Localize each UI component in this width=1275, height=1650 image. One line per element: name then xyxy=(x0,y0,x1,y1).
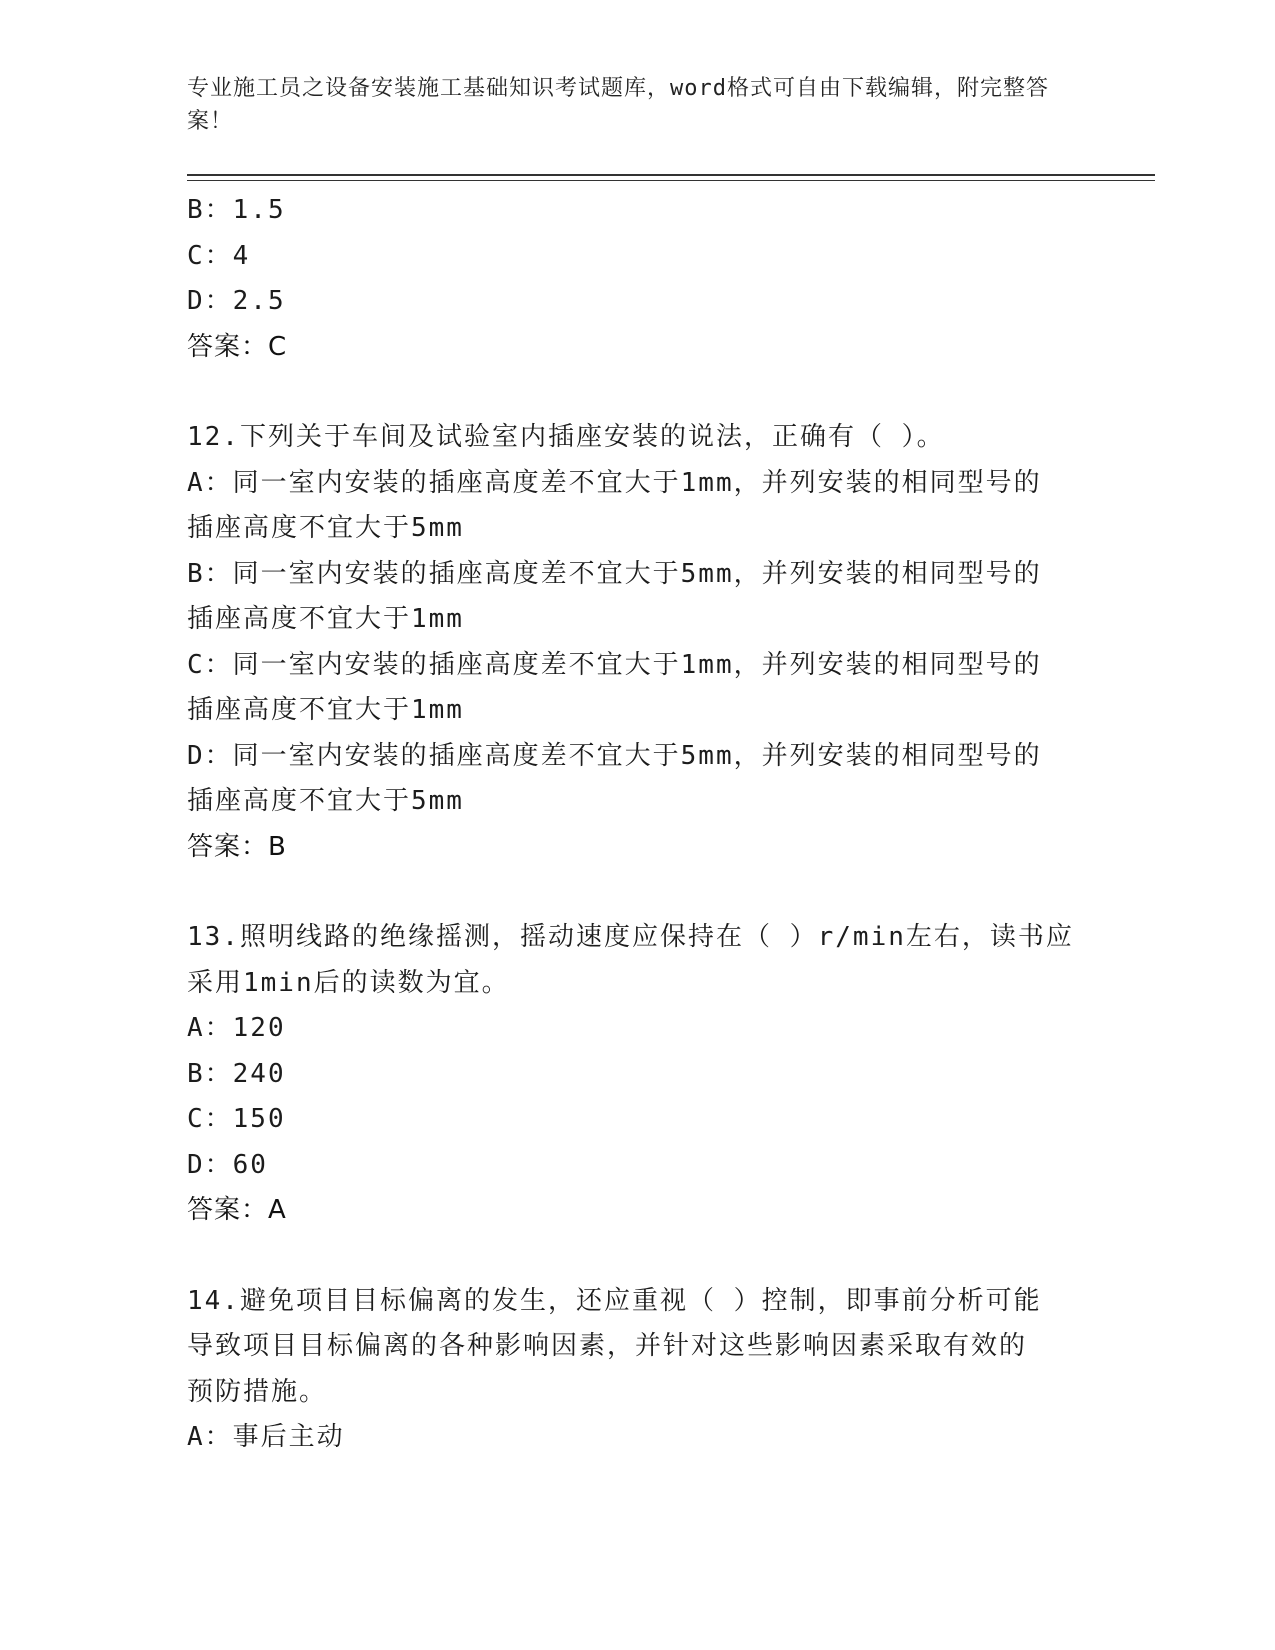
option-a-line1: A：同一室内安装的插座高度差不宜大于1mm，并列安装的相同型号的 xyxy=(187,467,1042,498)
prev-question-answer: 答案：C xyxy=(187,331,288,362)
option-b-line2: 插座高度不宜大于1mm xyxy=(187,604,464,634)
option-b: B：240 xyxy=(187,1058,286,1089)
header-divider-thick xyxy=(187,174,1155,176)
spacer xyxy=(187,870,1087,915)
question-list xyxy=(187,188,1087,1461)
question-stem: 12.下列关于车间及试验室内插座安装的说法，正确有（ ）。 xyxy=(187,422,945,452)
spacer xyxy=(187,370,1087,415)
question-13 xyxy=(187,915,1087,1234)
option-d-line2: 插座高度不宜大于5mm xyxy=(187,786,464,816)
header-divider-thin xyxy=(187,180,1155,181)
option-c-line2: 插座高度不宜大于1mm xyxy=(187,695,464,725)
document-header: 专业施工员之设备安装施工基础知识考试题库，word格式可自由下载编辑，附完整答案！ xyxy=(187,76,1049,134)
option-d: D：60 xyxy=(187,1149,268,1180)
prev-question-options xyxy=(187,188,1087,325)
question-answer: 答案：A xyxy=(187,1195,287,1225)
question-stem-line2: 采用1min后的读数为宜。 xyxy=(187,967,510,998)
question-12 xyxy=(187,415,1087,870)
option-c: C：4 xyxy=(187,240,251,271)
option-a: A：事后主动 xyxy=(187,1422,345,1452)
question-stem-line2: 导致项目目标偏离的各种影响因素，并针对这些影响因素采取有效的 xyxy=(187,1331,1028,1361)
option-a: A：120 xyxy=(187,1013,286,1043)
option-c-line1: C：同一室内安装的插座高度差不宜大于1mm，并列安装的相同型号的 xyxy=(187,649,1042,680)
spacer xyxy=(187,1234,1087,1279)
question-stem-line1: 14.避免项目目标偏离的发生，还应重视（ ）控制，即事前分析可能 xyxy=(187,1285,1042,1316)
option-b: B：1.5 xyxy=(187,195,286,225)
option-d-line1: D：同一室内安装的插座高度差不宜大于5mm，并列安装的相同型号的 xyxy=(187,740,1042,771)
option-b-line1: B：同一室内安装的插座高度差不宜大于5mm，并列安装的相同型号的 xyxy=(187,558,1042,589)
question-stem-line1: 13.照明线路的绝缘摇测，摇动速度应保持在（ ）r/min左右，读书应 xyxy=(187,922,1074,952)
option-a-line2: 插座高度不宜大于5mm xyxy=(187,513,464,543)
option-d: D：2.5 xyxy=(187,286,286,316)
option-c: C：150 xyxy=(187,1104,286,1134)
question-answer: 答案：B xyxy=(187,831,287,862)
question-14 xyxy=(187,1279,1087,1461)
question-stem-line3: 预防措施。 xyxy=(187,1376,328,1407)
